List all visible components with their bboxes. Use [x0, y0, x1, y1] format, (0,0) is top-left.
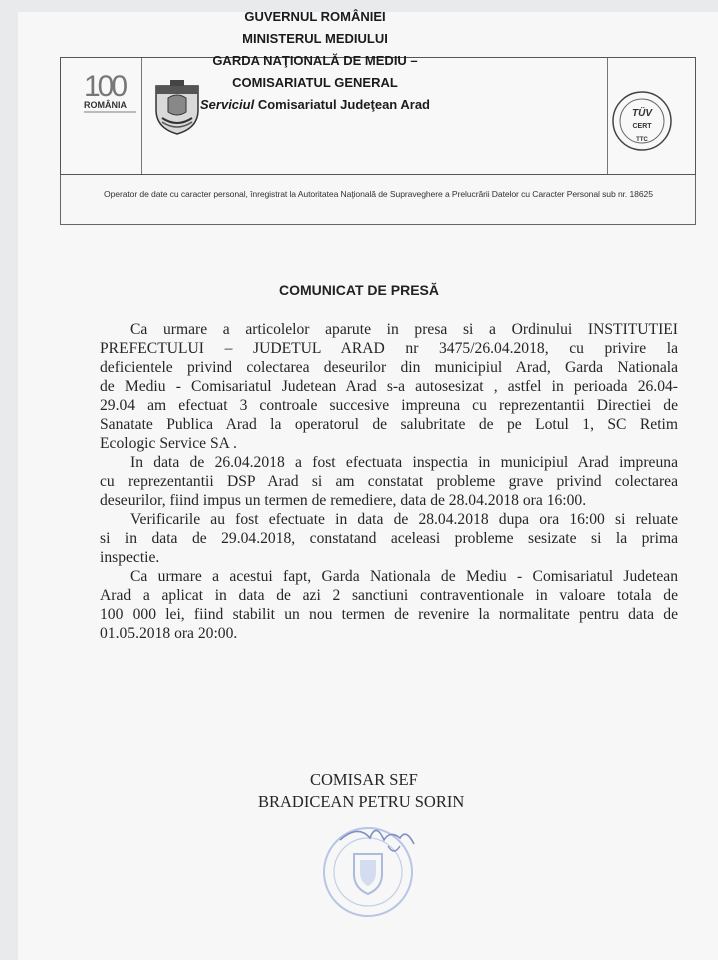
text-line: Ca urmare a acestui fapt, Garda Nationala de Mediu - Comisariatul Judetean — [130, 568, 678, 585]
text-line: 01.05.2018 ora 20:00. — [100, 625, 238, 642]
text-line: cu reprezentantii DSP Arad si am constatat probleme grave privind colectarea — [100, 473, 678, 490]
tuv-cert-seal-icon — [611, 90, 673, 152]
service-rest: Comisariatul Judeţean Arad — [254, 97, 430, 112]
logo-country: ROMÂNIA — [84, 100, 127, 110]
text-line: PREFECTULUI – JUDETUL ARAD nr 3475/26.04.2018, cu privire la — [100, 340, 678, 357]
operator-note: Operator de date cu caracter personal, înregistrat la Autoritatea Naţională de Supraveghere a Prelucrării Datelor cu Caracter Personal sub nr. 18625 — [104, 189, 653, 199]
cert-mid-text: CERT — [632, 123, 652, 130]
operator-note-box — [60, 175, 696, 225]
header-line-guard: GARDA NAŢIONALĂ DE MEDIU – — [212, 53, 418, 68]
header-line-government: GUVERNUL ROMÂNIEI — [244, 9, 386, 24]
text-line: deficientele privind colectarea deseurilor din municipiul Arad, Garda Nationala — [100, 359, 678, 376]
service-italic: Serviciul — [200, 97, 255, 112]
text-line: Ca urmare a articolelor aparute in presa si a Ordinului INSTITUTIEI — [130, 321, 678, 338]
cert-top-text: TÜV — [632, 108, 652, 119]
paragraph-4 — [100, 567, 678, 643]
letterhead-divider-right — [607, 58, 608, 174]
signatory-role: COMISAR SEF — [310, 770, 418, 789]
press-release-body — [100, 320, 678, 643]
text-line: deseurilor, fiind impus un termen de remediere, data de 28.04.2018 ora 16:00. — [100, 492, 587, 509]
logo-underline — [84, 111, 136, 113]
signatory-name: BRADICEAN PETRU SORIN — [258, 792, 465, 811]
text-line: Verificarile au fost efectuate in data de 28.04.2018 dupa ora 16:00 si reluate — [130, 511, 678, 528]
text-line: Sanatate Publica Arad la operatorul de salubritate de pe Lotul 1, SC Retim — [100, 416, 678, 433]
text-line: inspectie. — [100, 549, 160, 566]
paragraph-1 — [100, 320, 678, 453]
romania-100-logo — [82, 70, 136, 114]
text-line: de Mediu - Comisariatul Judetean Arad s-a autosesizat , astfel in perioada 26.04- — [100, 378, 678, 395]
text-line: Ecologic Service SA . — [100, 435, 237, 452]
letterhead-text — [180, 6, 450, 116]
cert-bottom-text: TTC — [636, 137, 648, 143]
text-line: In data de 26.04.2018 a fost efectuata inspectia in municipiul Arad impreuna — [130, 454, 678, 471]
text-line: 29.04 am efectuat 3 controale succesive impreuna cu reprezentantii Directiei de — [100, 397, 678, 414]
paragraph-2 — [100, 453, 678, 510]
document-title: COMUNICAT DE PRESĂ — [279, 282, 439, 298]
paragraph-3 — [100, 510, 678, 567]
header-line-commissariat: COMISARIATUL GENERAL — [232, 75, 398, 90]
logo-number: 100 — [84, 70, 126, 103]
header-line-ministry: MINISTERUL MEDIULUI — [242, 31, 388, 46]
text-line: Arad a aplicat in data de azi 2 sanctiuni contraventionale in valoare totala de — [100, 587, 678, 604]
text-line: 100 000 lei, fiind stabilit un nou termen de revenire la normalitate pentru data de — [100, 606, 678, 623]
letterhead-divider-left — [141, 58, 142, 174]
text-line: si in data de 29.04.2018, constatand aceleasi probleme sesizate si la prima — [100, 530, 678, 547]
header-line-service — [180, 94, 450, 116]
official-stamp-icon — [318, 810, 428, 925]
